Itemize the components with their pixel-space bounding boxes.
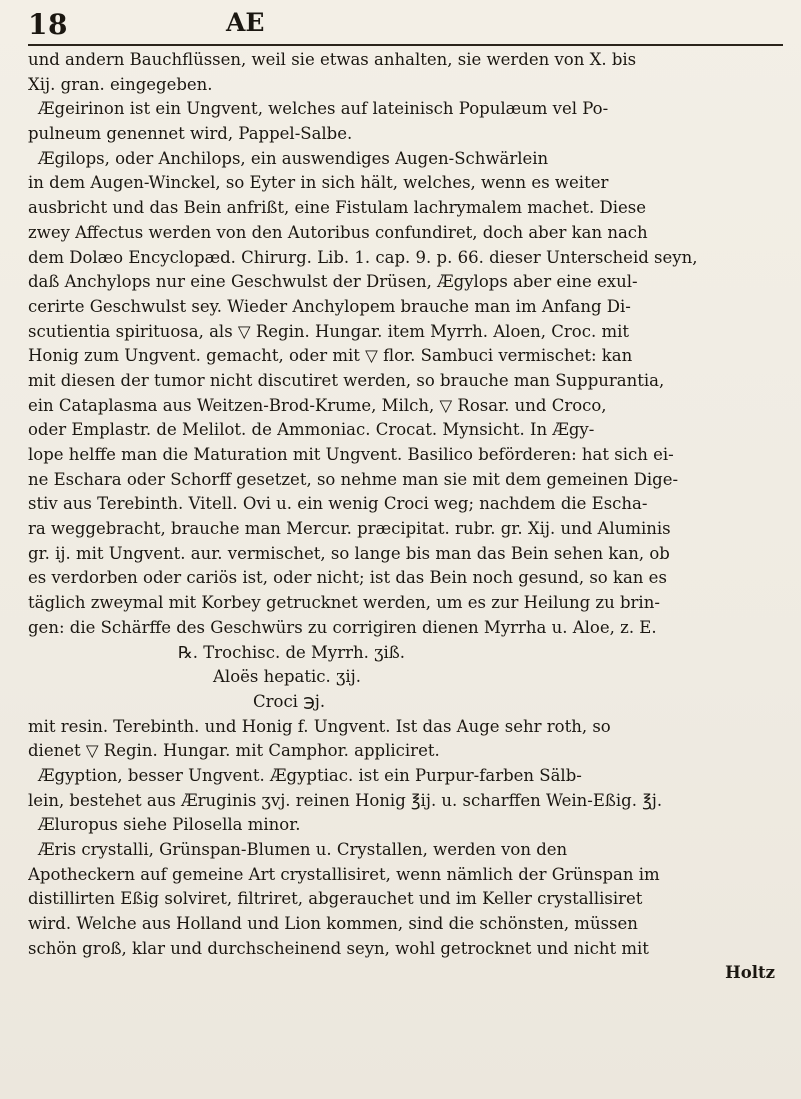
text-line: Aloës hepatic. ʒij. (213, 667, 361, 687)
text-line: gen: die Schärffe des Geschwürs zu corrigiren dienen Myrrha u. Aloe, z. E. (28, 617, 657, 637)
text-line: ein Cataplasma aus Weitzen-Brod-Krume, Milch, ▽ Rosar. und Croco, (28, 395, 607, 415)
text-line: wird. Welche aus Holland und Lion kommen, sind die schönsten, müssen (28, 914, 638, 934)
text-line: stiv aus Terebinth. Vitell. Ovi u. ein wenig Croci weg; nachdem die Escha- (28, 494, 648, 514)
text-line: Ægyption, besser Ungvent. Ægyptiac. ist ein Purpur-farben Sälb- (38, 765, 582, 785)
text-line: Ægeirinon ist ein Ungvent, welches auf lateinisch Populæum vel Po- (38, 99, 609, 119)
text-line: Ægilops, oder Anchilops, ein auswendiges Augen-Schwärlein (38, 148, 549, 168)
signature-mark: AE (226, 8, 265, 37)
text-line: zwey Affectus werden von den Autoribus confundiret, doch aber kan nach (28, 222, 648, 242)
text-line: pulneum genennet wird, Pappel-Salbe. (28, 124, 353, 144)
page-header (28, 8, 788, 44)
header-rule (28, 44, 783, 46)
text-line: ausbricht und das Bein anfrißt, eine Fistulam lachrymalem machet. Diese (28, 198, 646, 218)
text-line: daß Anchylops nur eine Geschwulst der Drüsen, Ægylops aber eine exul- (28, 272, 638, 292)
text-line: es verdorben oder cariös ist, oder nicht; ist das Bein noch gesund, so kan es (28, 568, 667, 588)
text-line: ℞. Trochisc. de Myrrh. ʒiß. (178, 642, 405, 662)
text-line: ne Eschara oder Schorff gesetzet, so nehme man sie mit dem gemeinen Dige- (28, 469, 679, 489)
text-line: Xij. gran. eingegeben. (28, 74, 213, 94)
text-line: gr. ij. mit Ungvent. aur. vermischet, so lange bis man das Bein sehen kan, ob (28, 543, 670, 563)
text-line: täglich zweymal mit Korbey getrucknet werden, um es zur Heilung zu brin- (28, 593, 660, 613)
text-line: lope helffe man die Maturation mit Ungvent. Basilico beförderen: hat sich ei- (28, 445, 674, 464)
text-line: und andern Bauchflüssen, weil sie etwas anhalten, sie werden von X. bis (28, 50, 637, 69)
text-line: Æris crystalli, Grünspan-Blumen u. Crystallen, werden von den (38, 840, 568, 859)
body-text (28, 48, 783, 986)
text-line: Apotheckern auf gemeine Art crystallisiret, wenn nämlich der Grünspan im (28, 864, 660, 884)
text-line: Æluropus siehe Pilosella minor. (38, 815, 301, 835)
text-line: Honig zum Ungvent. gemacht, oder mit ▽ flor. Sambuci vermischet: kan (28, 346, 633, 366)
text-line: mit resin. Terebinth. und Honig f. Ungvent. Ist das Auge sehr roth, so (28, 716, 611, 736)
text-line: oder Emplastr. de Melilot. de Ammoniac. Crocat. Mynsicht. In Ægy- (28, 420, 595, 440)
page-number: 18 (28, 8, 68, 41)
text-line: distillirten Eßig solviret, filtriret, abgerauchet und im Keller crystallisiret (28, 889, 643, 909)
text-line: mit diesen der tumor nicht discutiret werden, so brauche man Suppurantia, (28, 370, 665, 390)
text-line: ra weggebracht, brauche man Mercur. præcipitat. rubr. gr. Xij. und Aluminis (28, 519, 671, 539)
text-line: cerirte Geschwulst sey. Wieder Anchylopem brauche man im Anfang Di- (28, 296, 631, 316)
text-line: in dem Augen-Winckel, so Eyter in sich hält, welches, wenn es weiter (28, 173, 609, 193)
text-line: dienet ▽ Regin. Hungar. mit Camphor. appliciret. (28, 741, 440, 761)
text-line: dem Dolæo Encyclopæd. Chirurg. Lib. 1. cap. 9. p. 66. dieser Unterscheid seyn, (28, 247, 698, 267)
text-line: scutientia spirituosa, als ▽ Regin. Hungar. item Myrrh. Aloen, Croc. mit (28, 321, 630, 341)
catchword: Holtz (725, 963, 775, 983)
text-line: Croci ℈j. (253, 691, 326, 711)
text-line: lein, bestehet aus Æruginis ʒvj. reinen Honig ℥ij. u. scharffen Wein-Eßig. ℥j. (28, 790, 663, 810)
text-line: schön groß, klar und durchscheinend seyn, wohl getrocknet und nicht mit (28, 938, 649, 958)
